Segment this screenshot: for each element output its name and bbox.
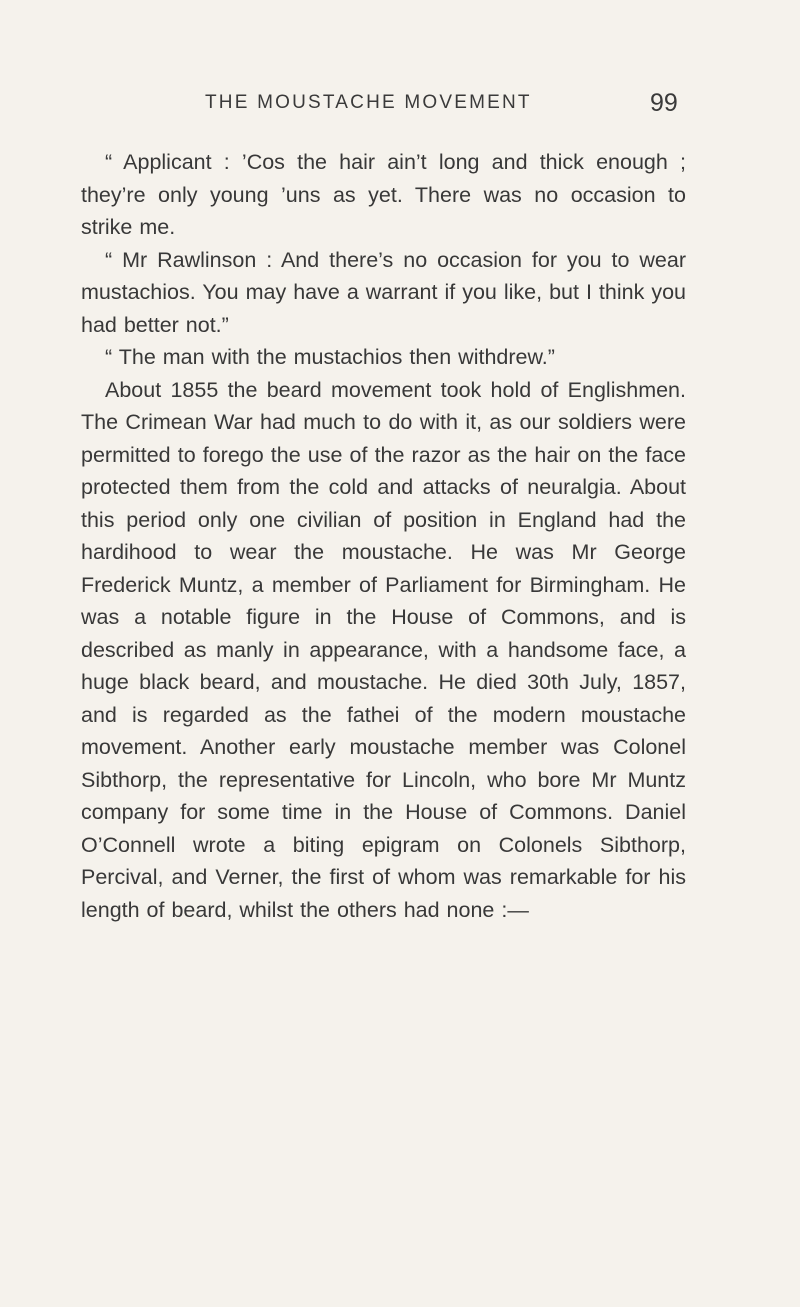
paragraph-applicant: “ Applicant : ’Cos the hair ain’t long and thick enough ; they’re only young ’uns as yet. There was no occasion to strike me. (81, 150, 686, 239)
running-title: THE MOUSTACHE MOVEMENT (205, 92, 532, 113)
paragraph-beard-movement: About 1855 the beard movement took hold of Englishmen. The Crimean War had much to do with it, as our soldiers were permitted to forego the use of the razor as the hair on the face protected them from the cold and attacks of neuralgia. About this period only one civilian of position in England had the hardihood to wear the moustache. He was Mr George Frederick Muntz, a member of Parliament for Birmingham. He was a notable figure in the House of Commons, and is described as manly in appearance, with a handsome face, a huge black beard, and moustache. He died 30th July, 1857, and is regarded as the fathei of the modern moustache movement. Another early moustache member was Colonel Sibthorp, the representative for Lincoln, who bore Mr Muntz company for some time in the House of Commons. Daniel O’Connell wrote a biting epigram on Colonels Sibthorp, Percival, and Verner, the first of whom was remarkable for his length of beard, whilst the others had none :— (81, 377, 686, 922)
paragraph-rawlinson: “ Mr Rawlinson : And there’s no occasion for you to wear mustachios. You may have a warrant if you like, but I think you had better not.” (81, 247, 686, 337)
page-number: 99 (650, 89, 678, 117)
paragraph-withdrew: “ The man with the mustachios then withdrew.” (105, 345, 555, 369)
body-text (81, 146, 686, 926)
